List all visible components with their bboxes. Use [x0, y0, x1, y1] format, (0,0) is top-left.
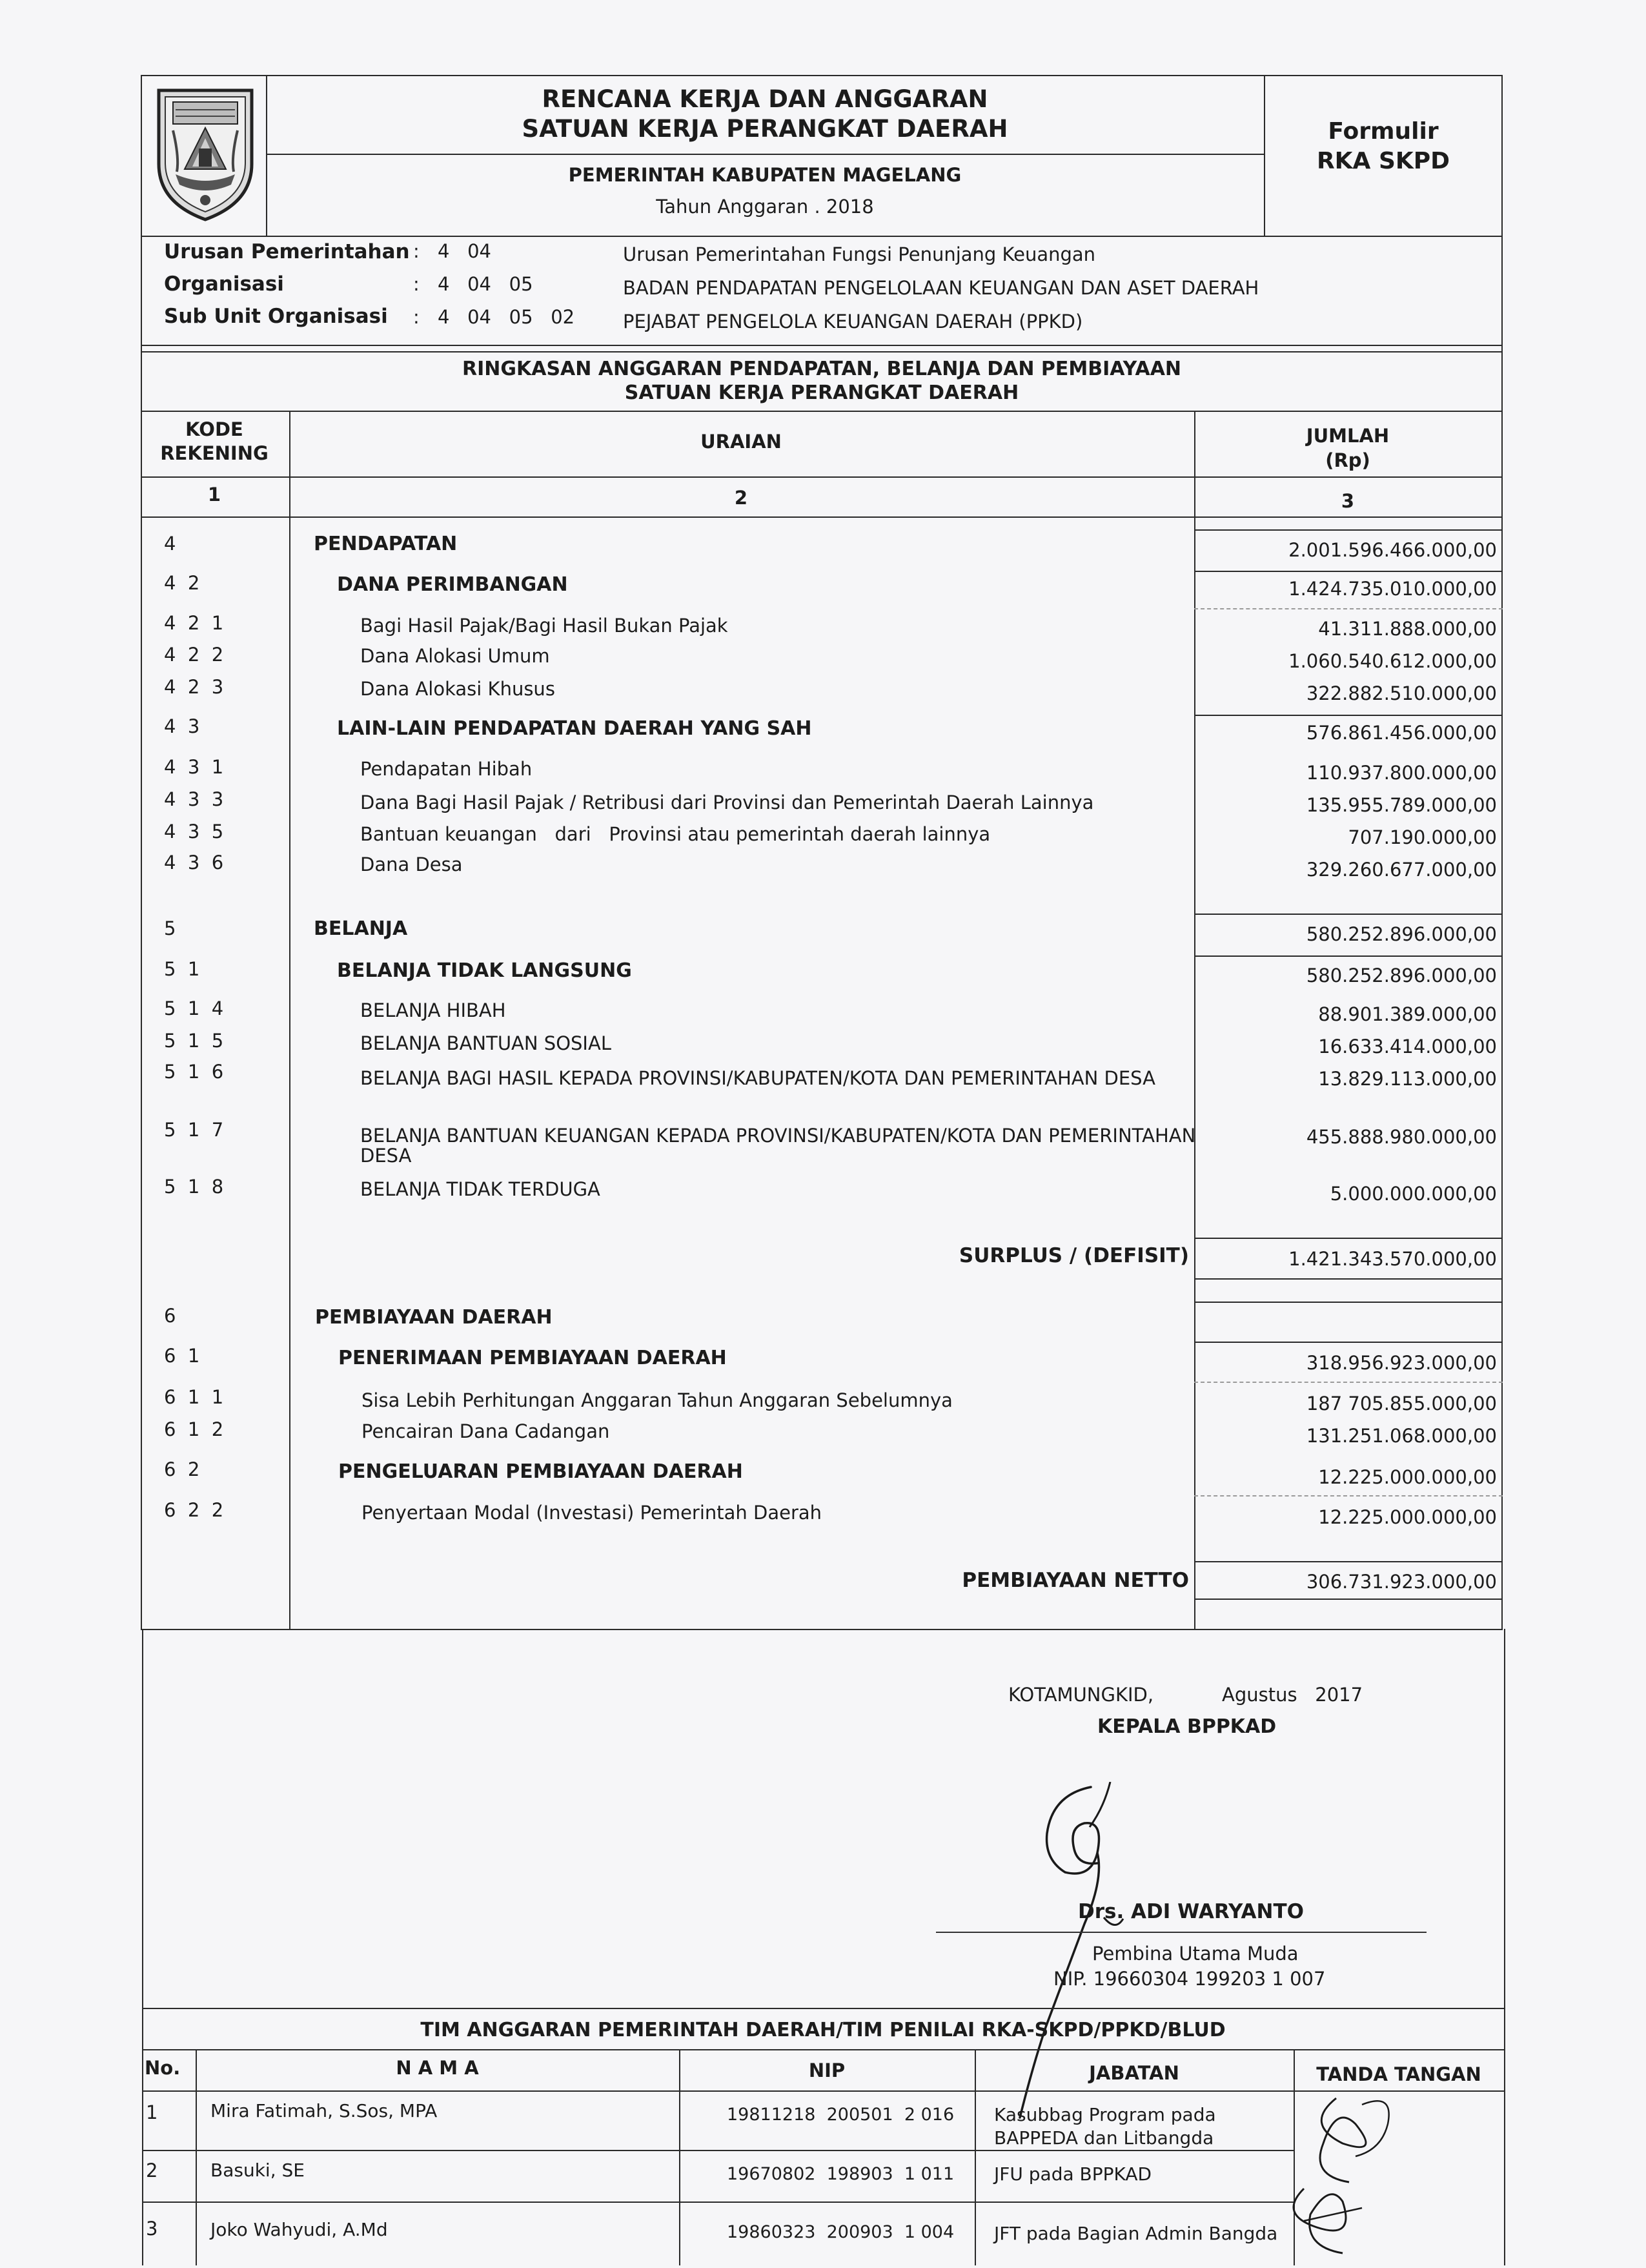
amount-rule	[1194, 1302, 1503, 1303]
team-header-ttd: TANDA TANGAN	[1316, 2063, 1481, 2085]
signatory-name: Drs. ADI WARYANTO	[1078, 1900, 1304, 1923]
pembiayaan-netto-label: PEMBIAYAAN NETTO	[962, 1569, 1189, 1592]
amount-rule	[1194, 1238, 1503, 1239]
row-kode: 4 3 6	[164, 852, 224, 873]
signatory-nip: NIP. 19660304 199203 1 007	[1053, 1968, 1326, 1990]
row-uraian-subheading: PENGELUARAN PEMBIAYAAN DAERAH	[338, 1460, 743, 1483]
amount-rule-dashed	[1194, 608, 1503, 609]
row-kode: 5 1 5	[164, 1030, 224, 1052]
team-member-nip: 19670802 198903 1 011	[727, 2164, 955, 2184]
row-kode: 6	[164, 1305, 176, 1327]
doc-title-line2: SATUAN KERJA PERANGKAT DAERAH	[522, 115, 1008, 143]
row-uraian: Pendapatan Hibah	[360, 758, 533, 780]
amount-rule-dashed	[1194, 1382, 1503, 1383]
identity-colon: :	[413, 240, 420, 262]
signature-position: KEPALA BPPKAD	[1097, 1715, 1277, 1738]
team-col-divider	[196, 2049, 197, 2265]
team-member-nama: Joko Wahyudi, A.Md	[210, 2219, 388, 2240]
row-jumlah: 135.955.789.000,00	[1306, 794, 1497, 816]
amount-rule	[1194, 1599, 1503, 1600]
row-kode: 5 1 7	[164, 1119, 224, 1141]
amount-rule	[1194, 1342, 1503, 1343]
row-uraian: BELANJA TIDAK TERDUGA	[360, 1178, 600, 1200]
col-header-bottom	[141, 476, 1503, 478]
row-uraian-subheading: BELANJA TIDAK LANGSUNG	[337, 959, 632, 982]
row-uraian: Pencairan Dana Cadangan	[361, 1420, 610, 1442]
row-kode: 4	[164, 533, 176, 555]
row-uraian: Dana Alokasi Khusus	[360, 678, 555, 700]
footer-right-border	[1504, 1629, 1505, 2265]
signature-date: Agustus 2017	[1222, 1684, 1363, 1706]
table-bottom-border	[141, 1629, 1503, 1630]
row-uraian-heading: PEMBIAYAAN DAERAH	[315, 1306, 553, 1329]
row-uraian: Bantuan keuangan dari Provinsi atau pemerintah daerah lainnya	[360, 823, 991, 845]
row-kode: 4 2 2	[164, 644, 224, 666]
team-row-border	[142, 2202, 1294, 2203]
signatory-rank: Pembina Utama Muda	[1092, 1943, 1299, 1965]
row-uraian: BELANJA BANTUAN KEUANGAN KEPADA PROVINSI/KABUPATEN/KOTA DAN PEMERINTAHAN	[360, 1125, 1196, 1147]
team-member-nama: Mira Fatimah, S.Sos, MPA	[210, 2100, 438, 2121]
summary-top-border	[141, 351, 1503, 352]
signature-place: KOTAMUNGKID,	[1008, 1684, 1154, 1706]
team-title: TIM ANGGARAN PEMERINTAH DAERAH/TIM PENILAI RKA-SKPD/PPKD/BLUD	[420, 2019, 1226, 2041]
row-kode: 6 1 2	[164, 1418, 224, 1440]
amount-rule	[1194, 529, 1503, 531]
title-divider	[266, 154, 1264, 155]
row-kode: 5	[164, 917, 176, 939]
col-num-1: 1	[207, 484, 221, 506]
outer-left-border	[141, 75, 142, 1629]
row-kode: 4 3 1	[164, 756, 224, 778]
col-divider-jumlah	[1194, 411, 1195, 1629]
row-uraian: Penyertaan Modal (Investasi) Pemerintah Daerah	[361, 1502, 822, 1524]
amount-rule	[1194, 715, 1503, 716]
row-uraian-heading: PENDAPATAN	[314, 533, 458, 555]
row-jumlah: 329.260.677.000,00	[1306, 859, 1497, 881]
row-jumlah: 12.225.000.000,00	[1318, 1466, 1497, 1488]
row-jumlah: 707.190.000,00	[1348, 826, 1497, 848]
summary-title-line2: SATUAN KERJA PERANGKAT DAERAH	[624, 382, 1019, 404]
summary-title-bottom	[141, 411, 1503, 412]
team-member-jabatan-line2: BAPPEDA dan Litbangda	[994, 2127, 1214, 2149]
row-jumlah: 455.888.980.000,00	[1306, 1126, 1497, 1148]
row-kode: 6 2 2	[164, 1499, 224, 1521]
form-code: RKA SKPD	[1316, 148, 1450, 174]
team-top-border	[142, 2008, 1504, 2009]
footer-left-border	[142, 1629, 143, 2265]
col-jumlah-line1: JUMLAH	[1306, 425, 1390, 447]
team-header-jabatan: JABATAN	[1089, 2062, 1179, 2084]
row-jumlah: 16.633.414.000,00	[1318, 1036, 1497, 1057]
row-kode: 6 1	[164, 1345, 200, 1367]
row-kode: 4 2	[164, 572, 200, 594]
surplus-amount: 1.421.343.570.000,00	[1288, 1248, 1497, 1270]
identity-code-organisasi: 4 04 05	[438, 273, 533, 295]
team-title-bottom	[142, 2049, 1504, 2050]
row-uraian: BELANJA HIBAH	[360, 999, 506, 1021]
row-kode: 4 2 3	[164, 676, 224, 698]
row-uraian: Sisa Lebih Perhitungan Anggaran Tahun Anggaran Sebelumnya	[361, 1389, 953, 1411]
row-jumlah: 318.956.923.000,00	[1306, 1352, 1497, 1374]
row-kode: 5 1 8	[164, 1176, 224, 1198]
identity-bottom-border	[141, 345, 1503, 346]
row-jumlah: 41.311.888.000,00	[1318, 618, 1497, 640]
row-kode: 4 3 3	[164, 788, 224, 810]
team-member-jabatan: JFU pada BPPKAD	[994, 2163, 1152, 2185]
header-top-border	[141, 75, 1503, 76]
row-uraian-subheading: DANA PERIMBANGAN	[337, 573, 568, 596]
identity-desc-organisasi: BADAN PENDAPATAN PENGELOLAAN KEUANGAN DAN ASET DAERAH	[623, 277, 1259, 299]
team-member-jabatan: JFT pada Bagian Admin Bangda	[994, 2223, 1278, 2244]
identity-label-organisasi: Organisasi	[164, 272, 284, 296]
amount-rule	[1194, 1561, 1503, 1562]
row-uraian-subheading: LAIN-LAIN PENDAPATAN DAERAH YANG SAH	[337, 717, 812, 740]
row-kode: 5 1 6	[164, 1061, 224, 1083]
team-member-nama: Basuki, SE	[210, 2160, 305, 2181]
row-uraian: Dana Bagi Hasil Pajak / Retribusi dari Provinsi dan Pemerintah Daerah Lainnya	[360, 792, 1094, 813]
identity-colon: :	[413, 273, 420, 295]
identity-label-urusan: Urusan Pemerintahan	[164, 240, 410, 263]
col-kode-line2: REKENING	[160, 442, 269, 464]
row-jumlah: 13.829.113.000,00	[1318, 1068, 1497, 1090]
identity-colon: :	[413, 306, 420, 328]
row-uraian: Dana Alokasi Umum	[360, 645, 550, 667]
signature-line	[936, 1932, 1427, 1933]
row-jumlah: 580.252.896.000,00	[1306, 965, 1497, 986]
row-kode: 5 1	[164, 958, 200, 980]
surplus-label: SURPLUS / (DEFISIT)	[959, 1244, 1189, 1267]
row-jumlah: 2.001.596.466.000,00	[1288, 539, 1497, 561]
header-bottom-border	[141, 236, 1503, 237]
row-jumlah: 580.252.896.000,00	[1306, 923, 1497, 945]
row-jumlah: 1.424.735.010.000,00	[1288, 578, 1497, 600]
doc-title-line1: RENCANA KERJA DAN ANGGARAN	[542, 85, 988, 113]
row-kode: 4 3 5	[164, 821, 224, 843]
amount-rule	[1194, 955, 1503, 957]
team-header-nama: N A M A	[396, 2057, 479, 2079]
identity-desc-subunit: PEJABAT PENGELOLA KEUANGAN DAERAH (PPKD)	[623, 311, 1083, 332]
row-uraian-subheading: PENERIMAAN PEMBIAYAAN DAERAH	[338, 1347, 727, 1369]
row-uraian-continued: DESA	[360, 1145, 412, 1167]
pembiayaan-netto-amount: 306.731.923.000,00	[1306, 1571, 1497, 1593]
col-uraian: URAIAN	[700, 431, 782, 453]
identity-label-subunit: Sub Unit Organisasi	[164, 305, 388, 328]
row-jumlah: 576.861.456.000,00	[1306, 722, 1497, 744]
team-row-border	[142, 2150, 1294, 2151]
row-kode: 6 1 1	[164, 1386, 224, 1408]
row-jumlah: 5.000.000.000,00	[1330, 1183, 1497, 1205]
regency-emblem	[154, 87, 257, 222]
amount-rule	[1194, 571, 1503, 572]
row-jumlah: 12.225.000.000,00	[1318, 1506, 1497, 1528]
amount-rule-dashed	[1194, 1495, 1503, 1497]
row-jumlah: 322.882.510.000,00	[1306, 682, 1497, 704]
col-num-2: 2	[734, 487, 748, 509]
row-uraian: Bagi Hasil Pajak/Bagi Hasil Bukan Pajak	[360, 615, 728, 637]
government-name: PEMERINTAH KABUPATEN MAGELANG	[568, 164, 962, 186]
team-handwritten-signatures	[1265, 2085, 1504, 2265]
identity-code-urusan: 4 04	[438, 240, 492, 262]
row-uraian: Dana Desa	[360, 853, 463, 875]
team-header-no: No.	[145, 2057, 181, 2079]
row-kode: 5 1 4	[164, 997, 224, 1019]
team-member-no: 3	[146, 2218, 158, 2240]
amount-rule	[1194, 1278, 1503, 1280]
identity-code-subunit: 4 04 05 02	[438, 306, 575, 328]
amount-rule	[1194, 914, 1503, 915]
team-member-nip: 19811218 200501 2 016	[727, 2105, 955, 2125]
row-kode: 4 3	[164, 715, 200, 737]
row-kode: 6 2	[164, 1458, 200, 1480]
row-uraian-heading: BELANJA	[314, 917, 408, 940]
team-member-jabatan: Kasubbag Program pada	[994, 2104, 1216, 2125]
col-number-bottom	[141, 516, 1503, 518]
row-jumlah: 88.901.389.000,00	[1318, 1003, 1497, 1025]
summary-title-line1: RINGKASAN ANGGARAN PENDAPATAN, BELANJA DAN PEMBIAYAAN	[462, 358, 1182, 380]
team-member-nip: 19860323 200903 1 004	[727, 2222, 955, 2242]
row-jumlah: 1.060.540.612.000,00	[1288, 650, 1497, 672]
row-jumlah: 131.251.068.000,00	[1306, 1425, 1497, 1447]
form-label: Formulir	[1328, 118, 1439, 145]
outer-right-border	[1501, 75, 1503, 1629]
col-kode-line1: KODE	[185, 418, 243, 440]
col-num-3: 3	[1341, 490, 1355, 512]
col-divider-kode	[289, 411, 290, 1629]
team-member-no: 2	[146, 2160, 158, 2181]
fiscal-year: Tahun Anggaran . 2018	[656, 196, 874, 218]
team-header-nip: NIP	[808, 2059, 846, 2081]
row-uraian: BELANJA BANTUAN SOSIAL	[360, 1032, 611, 1054]
col-jumlah-line2: (Rp)	[1325, 449, 1370, 471]
identity-desc-urusan: Urusan Pemerintahan Fungsi Penunjang Keuangan	[623, 243, 1096, 265]
team-member-no: 1	[146, 2101, 158, 2123]
row-jumlah: 110.937.800.000,00	[1306, 762, 1497, 784]
row-uraian: BELANJA BAGI HASIL KEPADA PROVINSI/KABUPATEN/KOTA DAN PEMERINTAHAN DESA	[360, 1067, 1155, 1089]
row-kode: 4 2 1	[164, 612, 224, 634]
row-jumlah: 187 705.855.000,00	[1306, 1393, 1497, 1415]
team-col-divider	[679, 2049, 680, 2265]
